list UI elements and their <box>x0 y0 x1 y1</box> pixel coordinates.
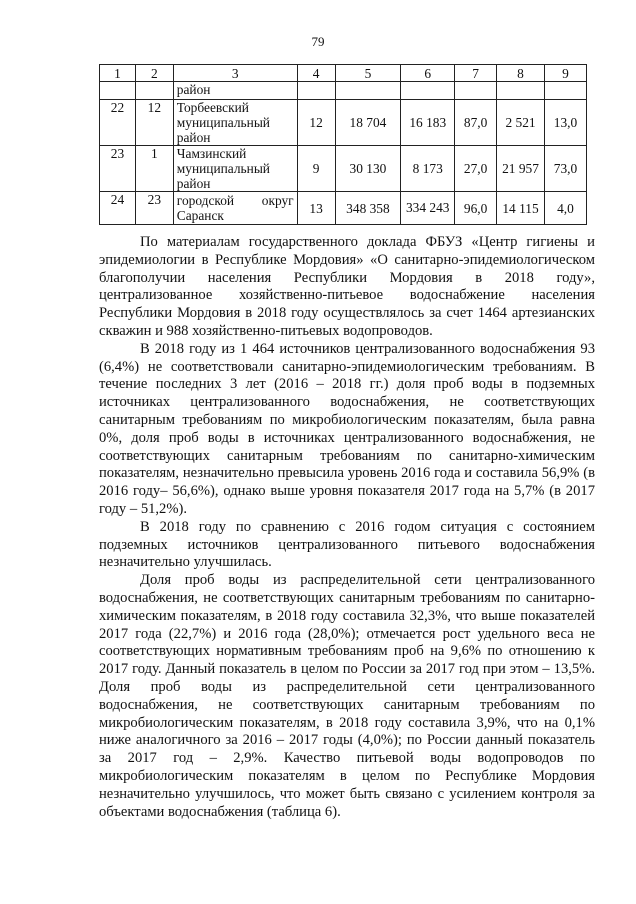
header-cell: 9 <box>544 65 586 82</box>
paragraph: В 2018 году по сравнению с 2016 годом ситуация с состоянием подземных источников централизованного питьевого водоснабжения незначительно улучшилась. <box>99 518 595 571</box>
table-cell: 16 183 <box>401 100 455 146</box>
table-cell: 8 173 <box>401 146 455 192</box>
district-name: Чамзинский муниципальный район <box>173 146 297 192</box>
table-cell <box>335 82 401 100</box>
table-cell: 4,0 <box>544 192 586 225</box>
table-cell: 2 521 <box>497 100 545 146</box>
table-row <box>100 100 587 146</box>
paragraph: Доля проб воды из распределительной сети централизованного водоснабжения, не соответствующих санитарным требованиям по санитарно-химическим показателям, в 2018 году составила 32,3%, что выше показателей 2017 года (22,7%) и 2016 года (28,0%); отмечается рост удельного веса не соответствующих нормативным требованиям проб на 9,6% по отношению к 2017 году. Данный показатель в целом по России за 2017 год при этом – 13,5%. Доля проб воды из распределительной сети централизованного водоснабжения, не соответствующих санитарным требованиям по микробиологическим показателям, в 2018 году составила 3,9%, что на 0,1% ниже аналогичного за 2016 – 2017 годы (4,0%); по России данный показатель за 2017 год – 2,9%. Качество питьевой воды водопроводов по микробиологическим показателям в целом по Республике Мордовия незначительно улучшилось, что может быть связано с усилением контроля за объектами водоснабжения (таблица 6). <box>99 572 595 820</box>
table-cell: 87,0 <box>455 100 497 146</box>
table-cell: 12 <box>135 100 173 146</box>
table-cell: 23 <box>100 146 136 192</box>
header-cell: 4 <box>297 65 335 82</box>
table-cell: 348 358 <box>335 192 401 225</box>
district-name: район <box>173 82 297 100</box>
header-cell: 1 <box>100 65 136 82</box>
data-table <box>99 64 587 225</box>
table-cell: 24 <box>100 192 136 225</box>
table-cell: 27,0 <box>455 146 497 192</box>
header-cell: 6 <box>401 65 455 82</box>
table-cell: 22 <box>100 100 136 146</box>
table-cell: 12 <box>297 100 335 146</box>
header-cell: 5 <box>335 65 401 82</box>
district-name: Торбеевский муниципальный район <box>173 100 297 146</box>
table-row <box>100 192 587 225</box>
header-cell: 7 <box>455 65 497 82</box>
table-cell: 96,0 <box>455 192 497 225</box>
table-cell: 21 957 <box>497 146 545 192</box>
page-number: 79 <box>311 34 325 49</box>
table-cell <box>100 82 136 100</box>
header-cell: 2 <box>135 65 173 82</box>
table-cell: 14 115 <box>497 192 545 225</box>
body-text <box>99 234 595 821</box>
table-cell <box>497 82 545 100</box>
table-cell: 23 <box>135 192 173 225</box>
table-header-row <box>100 65 587 82</box>
header-cell: 3 <box>173 65 297 82</box>
table-cell <box>544 82 586 100</box>
table-row <box>100 82 587 100</box>
table-cell: 18 704 <box>335 100 401 146</box>
paragraph: По материалам государственного доклада ФБУЗ «Центр гигиены и эпидемиологии в Республике Мордовия» «О санитарно-эпидемиологическом благополучии населения Республики Мордовия в 2018 году», централизованное хозяйственно-питьевое водоснабжение населения Республики Мордовия в 2018 году осуществлялось за счет 1464 артезианских скважин и 988 хозяйственно-питьевых водопроводов. <box>99 234 595 339</box>
header-cell: 8 <box>497 65 545 82</box>
paragraph: В 2018 году из 1 464 источников централизованного водоснабжения 93 (6,4%) не соответствовали санитарно-эпидемиологическим требованиям. В течение последних 3 лет (2016 – 2018 гг.) доля проб воды в подземных источниках централизованного водоснабжения, не соответствующих санитарным требованиям по микробиологическим показателям, была равна 0%, доля проб воды в источниках централизованного водоснабжения, не соответствующих санитарным требованиям по санитарно-химическим показателям, незначительно превысила уровень 2016 года и составила 56,9% (в 2016 году– 56,6%), однако выше уровня показателя 2017 года на 5,7% (в 2017 году – 51,2%). <box>99 340 595 517</box>
district-name: городской округ Саранск <box>173 192 297 225</box>
table-cell <box>135 82 173 100</box>
table-cell: 9 <box>297 146 335 192</box>
table-cell <box>297 82 335 100</box>
table-cell: 1 <box>135 146 173 192</box>
table-row <box>100 146 587 192</box>
table-cell: 30 130 <box>335 146 401 192</box>
table-cell: 13,0 <box>544 100 586 146</box>
table-cell: 334 243 <box>401 192 455 225</box>
table-cell <box>455 82 497 100</box>
table-cell <box>401 82 455 100</box>
table-cell: 73,0 <box>544 146 586 192</box>
table-cell: 13 <box>297 192 335 225</box>
